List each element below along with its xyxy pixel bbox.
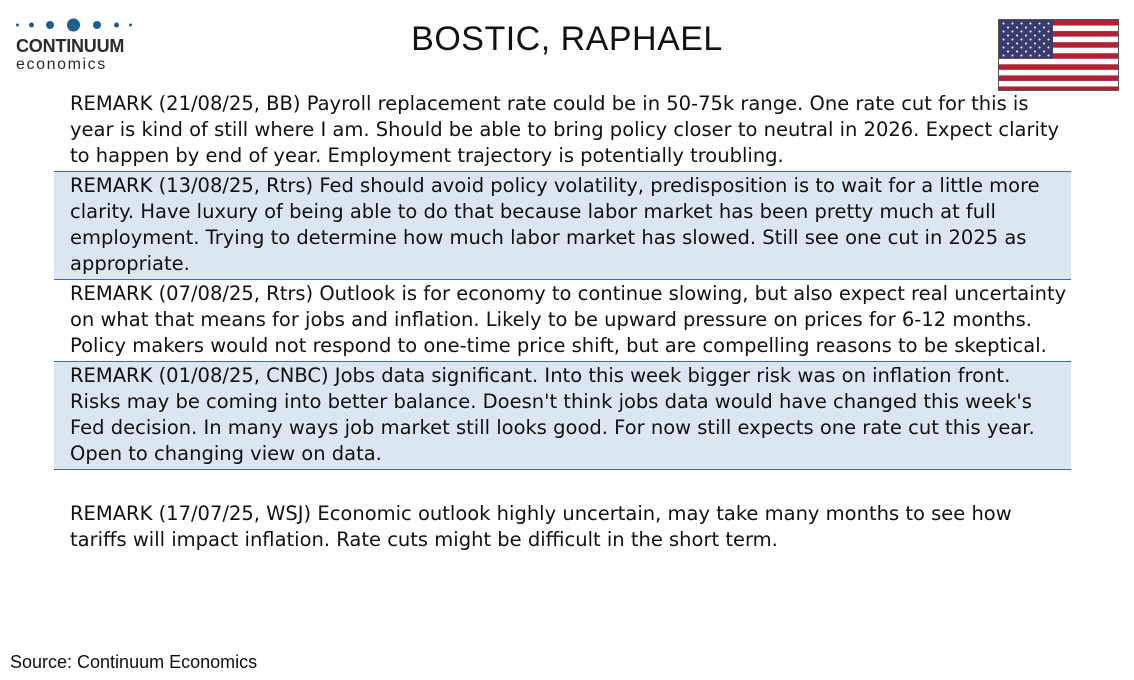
us-flag-icon [998,19,1119,91]
remarks-list [54,90,1071,555]
logo-name: CONTINUUM [16,36,125,56]
remark-item: REMARK (07/08/25, Rtrs) Outlook is for economy to continue slowing, but also expect real uncertainty on what that means for jobs and inflation. Likely to be upward pressure on prices for 6-12 months. Policy makers would not respond to one-time price shift, but are compelling reasons to be skeptical. [54,280,1071,362]
page-title: BOSTIC, RAPHAEL [411,20,723,58]
remark-item: REMARK (21/08/25, BB) Payroll replacement rate could be in 50-75k range. One rate cut for this is year is kind of still where I am. Should be able to bring policy closer to neutral in 2026. Expect clarity to happen by end of year. Employment trajectory is potentially troubling. [54,90,1071,172]
remark-item: REMARK (13/08/25, Rtrs) Fed should avoid policy volatility, predisposition is to wait for a little more clarity. Have luxury of being able to do that because labor market has been pretty much at full employment. Trying to determine how much labor market has slowed. Still see one cut in 2025 as appropriate. [54,172,1071,280]
remark-item: REMARK (01/08/25, CNBC) Jobs data significant. Into this week bigger risk was on inflation front. Risks may be coming into better balance. Doesn't think jobs data would have changed this week's Fed decision. In many ways job market still looks good. For now still expects one rate cut this year. Open to changing view on data. [54,362,1071,470]
source-note: Source: Continuum Economics [10,652,258,672]
remark-item: REMARK (17/07/25, WSJ) Economic outlook highly uncertain, may take many months to see how tariffs will impact inflation. Rate cuts might be difficult in the short term. [70,502,1012,551]
logo-subtitle: economics [16,56,107,73]
